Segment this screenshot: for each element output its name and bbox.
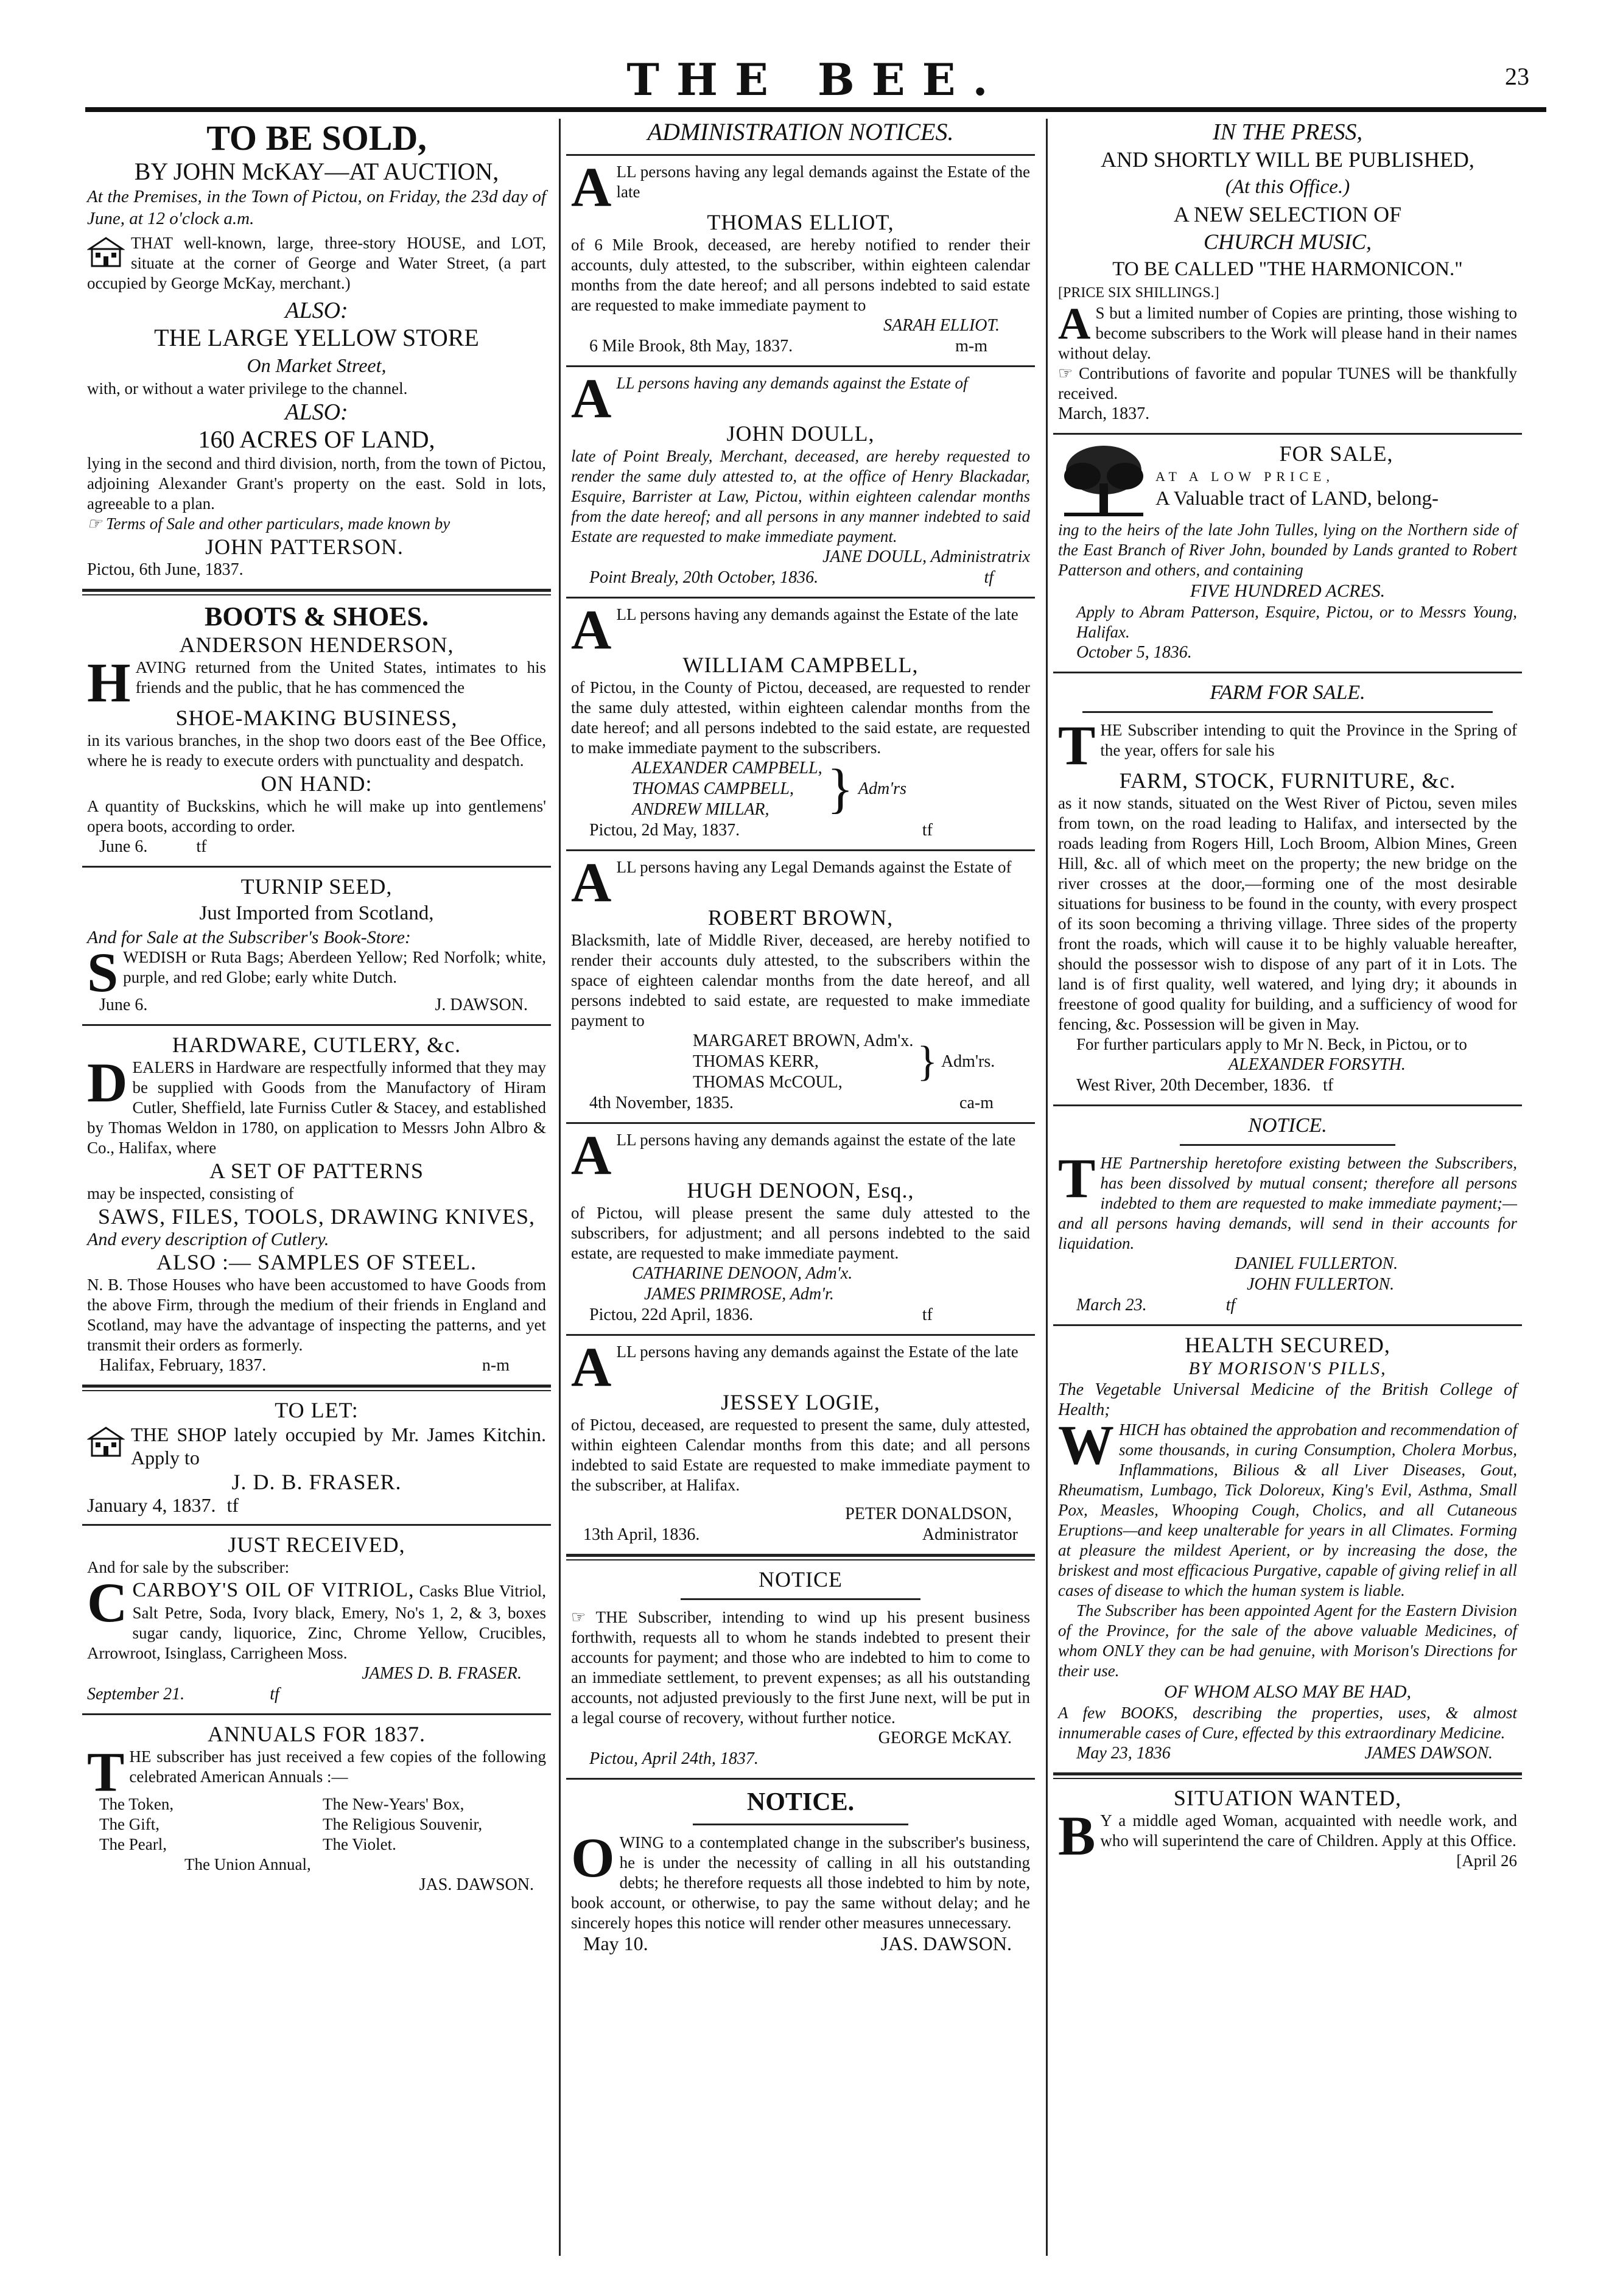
ad-turnip-seed xyxy=(82,874,551,1016)
notice-date: 6 Mile Brook, 8th May, 1837. xyxy=(589,337,793,356)
ad-farm-for-sale xyxy=(1053,679,1522,1096)
signers-group xyxy=(571,758,1030,820)
ad-heading: FARM FOR SALE. xyxy=(1210,681,1365,704)
ad-signer: JOHN PATTERSON. xyxy=(205,535,404,559)
notice-mark: m-m xyxy=(955,337,987,356)
notice-signer: THOMAS McCOUL, xyxy=(693,1073,843,1092)
ad-body: HICH has obtained the approbation and recommendation of some thousands, in curing Consumption, Cholera Morbus, Inflammations, Bilious & all Liver Diseases, Gout, Rheumatism, Lumbago, Tick Doloreux, King's Evil, Asthma, Small Pox, Measles, Whooping Cough, Cholics, and all Cutaneous Eruptions—and keep unalterable for years in all Climates. Forming at pleasure the mildest Aperient, or by increasing the dose, the briskest and most efficacious Purgative, capable of giving relief in all cases of disease to which the human system is liable. xyxy=(1058,1420,1517,1599)
ad-signer: J. D. B. FRASER. xyxy=(231,1470,402,1494)
ad-subheading: A NEW SELECTION OF xyxy=(1173,202,1402,226)
drop-cap: A xyxy=(571,1336,612,1398)
column-divider xyxy=(1046,119,1048,2256)
notice-mark: tf xyxy=(984,568,994,587)
masthead-rule xyxy=(85,107,1546,112)
section-rule xyxy=(566,1778,1035,1780)
notice-dawson xyxy=(566,1786,1035,1954)
ad-hardware xyxy=(82,1032,551,1376)
ad-body: HE subscriber has just received a few copies of the following celebrated American Annuals :— xyxy=(129,1747,546,1786)
drop-cap: O xyxy=(571,1827,615,1889)
section-rule xyxy=(82,866,551,868)
ad-subheading: TO BE CALLED "THE HARMONICON." xyxy=(1112,258,1463,280)
column-3 xyxy=(1053,119,1522,2256)
section-rule xyxy=(566,849,1035,851)
drop-cap: A xyxy=(571,156,612,218)
notice-body: LL persons having any legal demands against the Estate of the late xyxy=(616,163,1030,201)
ad-also: ALSO: xyxy=(285,298,348,323)
ad-date: September 21. xyxy=(87,1685,185,1704)
notice-role: Adm'rs. xyxy=(941,1052,995,1071)
ad-heading: NOTICE. xyxy=(1248,1114,1327,1137)
ad-date: West River, 20th December, 1836. xyxy=(1076,1076,1311,1095)
ad-item: FARM, STOCK, FURNITURE, &c. xyxy=(1119,768,1456,793)
ad-heading: ANNUALS FOR 1837. xyxy=(207,1722,426,1746)
notice-role: Adm'rs xyxy=(858,779,906,798)
notice-denoon xyxy=(566,1124,1035,1325)
notice-signer: MARGARET BROWN, Adm'x. xyxy=(693,1031,914,1050)
ad-body: THE SHOP lately occupied by Mr. James Kitchin. Apply to xyxy=(131,1424,546,1469)
notice-signer: GEORGE McKAY. xyxy=(878,1729,1012,1747)
ad-body: ing to the heirs of the late John Tulles, lying on the Northern side of the East Branch of River John, bounded by Lands granted to Robert Patterson and others, and containing xyxy=(1058,521,1517,579)
ad-body: lying in the second and third division, north, from the town of Pictou, adjoining Alexander Grant's property on the east. Sold in lots, agreeable to a plan. xyxy=(87,454,546,513)
pointing-hand-icon: ☞ xyxy=(87,514,106,533)
drop-cap: T xyxy=(87,1741,125,1803)
ad-heading: IN THE PRESS, xyxy=(1213,119,1362,145)
notice-body: LL persons having any Legal Demands against the Estate of xyxy=(616,858,1012,876)
ad-body: N. B. Those Houses who have been accustomed to have Goods from the above Firm, through the medium of their friends in England and Scotland, may have the advantage of inspecting the patterns, and yet transmit their orders as formerly. xyxy=(87,1276,546,1354)
ad-also: ALSO: xyxy=(285,399,348,425)
notice-body: of Pictou, will please present the same duly attested to the subscribers, for adjustment; and all persons indebted to the said estate, are requested to make immediate payment. xyxy=(571,1204,1030,1262)
section-rule xyxy=(82,1713,551,1715)
ad-item: SAWS, FILES, TOOLS, DRAWING KNIVES, xyxy=(98,1204,535,1229)
ad-date: Pictou, 6th June, 1837. xyxy=(87,560,244,579)
notice-body: LL persons having any demands against the estate of the late xyxy=(616,1131,1016,1149)
drop-cap: A xyxy=(571,1124,612,1186)
short-rule xyxy=(1082,711,1493,713)
notice-name: WILLIAM CAMPBELL, xyxy=(682,653,919,677)
ad-subheading: Just Imported from Scotland, xyxy=(199,902,434,924)
section-rule xyxy=(566,1334,1035,1336)
ad-subheading: BY MORISON'S PILLS, xyxy=(1188,1358,1387,1378)
section-rule xyxy=(566,1554,1035,1561)
notice-name: THOMAS ELLIOT, xyxy=(707,210,894,234)
notice-body: LL persons having any demands against the Estate of the late xyxy=(616,605,1018,623)
short-rule xyxy=(693,1824,908,1825)
ad-body: For further particulars apply to Mr N. Beck, in Pictou, or to xyxy=(1076,1035,1467,1053)
ad-item: ALSO :— SAMPLES OF STEEL. xyxy=(156,1250,477,1274)
ad-item: THE LARGE YELLOW STORE xyxy=(154,324,479,351)
ad-signer: JOHN FULLERTON. xyxy=(1247,1275,1395,1294)
notice-date: 13th April, 1836. xyxy=(583,1525,700,1544)
column-2 xyxy=(566,119,1035,2256)
ad-name: ANDERSON HENDERSON, xyxy=(179,633,454,657)
ad-body: Apply to Abram Patterson, Esquire, Pictou, or to Messrs Young, Halifax. xyxy=(1076,603,1517,641)
ad-heading: TO LET: xyxy=(275,1398,359,1422)
ad-mark: tf xyxy=(196,837,207,856)
ad-sale-line: And for Sale at the Subscriber's Book-Store: xyxy=(87,927,411,947)
ad-body: in its various branches, in the shop two doors east of the Bee Office, where he is ready to execute orders with punctuality and despatch. xyxy=(87,731,546,770)
ad-for-sale xyxy=(1053,441,1522,663)
ad-body: Contributions of favorite and popular TUNES will be thankfully received. xyxy=(1058,364,1517,402)
pointing-hand-icon: ☞ xyxy=(1058,364,1079,382)
ad-body: A quantity of Buckskins, which he will make up into gentlemens' opera boots, according to order. xyxy=(87,797,546,835)
ad-item: 160 ACRES OF LAND, xyxy=(198,426,435,453)
notice-mckay xyxy=(566,1567,1035,1769)
notice-signer: SARAH ELLIOT. xyxy=(883,316,1000,335)
ad-item: FIVE HUNDRED ACRES. xyxy=(1190,581,1386,601)
notice-body: late of Point Brealy, Merchant, deceased, are hereby requested to render the same duly attested to, at the office of Henry Blackadar, Esquire, Barrister at Law, Pictou, within eighteen calendar months from the date hereof; and all persons in any manner indebted to said Estate are requested to make immediate payment. xyxy=(571,447,1030,546)
ad-date: March 23. xyxy=(1076,1296,1147,1315)
notice-brown xyxy=(566,851,1035,1114)
ad-heading: FOR SALE, xyxy=(1279,441,1393,466)
ad-signer: JAMES DAWSON. xyxy=(1364,1744,1493,1763)
list-item: The Gift, xyxy=(99,1815,159,1833)
ad-body: The Subscriber has been appointed Agent for the Eastern Division of the Province, for the sale of the above valuable Medicines, of whom ONLY they can be had genuine, with Morison's Directions for their use. xyxy=(1058,1601,1517,1680)
section-rule xyxy=(82,589,551,595)
notice-logie xyxy=(566,1336,1035,1545)
section-rule xyxy=(566,154,1035,156)
ad-date: June 6. xyxy=(99,995,148,1014)
brace: } xyxy=(917,1038,938,1085)
house-icon xyxy=(87,1425,125,1457)
drop-cap: H xyxy=(87,651,131,714)
section-rule xyxy=(1053,1772,1522,1779)
ad-heading: TURNIP SEED, xyxy=(240,874,393,899)
ad-subheading: AT A LOW PRICE, xyxy=(1155,469,1334,484)
section-rule xyxy=(82,1385,551,1391)
ad-annuals xyxy=(82,1721,551,1895)
notice-date: Pictou, April 24th, 1837. xyxy=(589,1749,759,1768)
ad-boots-shoes xyxy=(82,602,551,857)
drop-cap: A xyxy=(571,851,612,913)
column-heading: ADMINISTRATION NOTICES. xyxy=(647,119,954,146)
ad-body: AVING returned from the United States, intimates to his friends and the public, that he has commenced the xyxy=(135,658,546,697)
notice-body: THE Subscriber, intending to wind up his present business forthwith, requests all to whom he stands indebted to present their accounts for payment; and those who are indebted to him to come to an immediate settlement, to prevent expenses; as all his outstanding accounts, not adjusted previously to the first June next, will be put in a legal course of recovery, without further notice. xyxy=(571,1608,1030,1727)
notice-role: Administrator xyxy=(922,1525,1018,1544)
ad-terms: Terms of Sale and other particulars, made known by xyxy=(105,514,450,533)
ad-subheading: OF WHOM ALSO MAY BE HAD, xyxy=(1163,1682,1412,1702)
ad-item: SHOE-MAKING BUSINESS, xyxy=(175,706,458,730)
section-rule xyxy=(82,1024,551,1026)
ad-date: [April 26 xyxy=(1456,1852,1517,1870)
brace: } xyxy=(827,759,854,819)
notice-signer: JAMES PRIMROSE, Adm'r. xyxy=(644,1285,834,1304)
notice-date: Point Brealy, 20th October, 1836. xyxy=(589,568,819,587)
ad-date: March, 1837. xyxy=(1058,404,1150,423)
notice-signer: ANDREW MILLAR, xyxy=(632,800,769,819)
drop-cap: A xyxy=(571,367,612,429)
notice-date: Pictou, 22d April, 1836. xyxy=(589,1305,754,1324)
ad-heading: SITUATION WANTED, xyxy=(1173,1786,1402,1810)
list-item: The Violet. xyxy=(323,1835,396,1853)
drop-cap: B xyxy=(1058,1805,1096,1867)
ad-heading: BOOTS & SHOES. xyxy=(204,602,429,631)
annuals-list xyxy=(87,1794,546,1855)
ad-item: A SET OF PATTERNS xyxy=(209,1159,424,1183)
ad-to-be-sold xyxy=(82,119,551,580)
drop-cap: T xyxy=(1058,714,1096,776)
ad-situation-wanted xyxy=(1053,1785,1522,1870)
ad-body: S but a limited number of Copies are printing, those wishing to become subscribers to the Work will please hand in their names without delay. xyxy=(1058,304,1517,362)
ad-subheading: (At this Office.) xyxy=(1225,176,1350,198)
section-rule xyxy=(1053,672,1522,673)
ad-body: And every description of Cutlery. xyxy=(87,1229,329,1249)
ad-health-secured xyxy=(1053,1332,1522,1764)
notice-body: of 6 Mile Brook, deceased, are hereby notified to render their accounts, duly attested, to the subscriber, within eighteen calendar months from the date hereof; and all persons indebted to said estate are requested to make immediate payment to xyxy=(571,236,1030,314)
notice-body: LL persons having any demands against the Estate of xyxy=(616,374,968,392)
notice-name: HUGH DENOON, Esq., xyxy=(687,1178,914,1202)
ad-body: THAT well-known, large, three-story HOUSE, and LOT, situate at the corner of George and Water Street, (a part occupied by George McKay, merchant.) xyxy=(87,234,546,292)
section-rule xyxy=(1053,1104,1522,1106)
ad-body: WEDISH or Ruta Bags; Aberdeen Yellow; Red Norfolk; white, purple, and red Globe; early white Dutch. xyxy=(123,948,546,986)
section-rule xyxy=(82,1524,551,1526)
ad-body: with, or without a water privilege to the channel. xyxy=(87,379,408,398)
notice-signer: JANE DOULL, Administratrix xyxy=(822,547,1030,566)
masthead-title: THE BEE. xyxy=(626,54,1005,105)
ad-body: Y a middle aged Woman, acquainted with needle work, and who will superintend the care of Children. Apply at this Office. xyxy=(1100,1811,1517,1850)
notice-heading: NOTICE xyxy=(759,1567,843,1592)
ad-signer: JAS. DAWSON. xyxy=(419,1875,534,1894)
notice-date: Pictou, 2d May, 1837. xyxy=(589,821,740,840)
ad-signer: J. DAWSON. xyxy=(435,995,528,1014)
notice-mark: tf xyxy=(922,821,933,840)
notice-signer: CATHARINE DENOON, Adm'x. xyxy=(632,1264,853,1283)
signers-group xyxy=(571,1031,1030,1093)
page-number: 23 xyxy=(1505,63,1529,90)
notice-name: ROBERT BROWN, xyxy=(707,905,894,930)
ad-subheading: AND SHORTLY WILL BE PUBLISHED, xyxy=(1101,147,1474,172)
drop-cap: W xyxy=(1058,1414,1114,1476)
ad-heading: HEALTH SECURED, xyxy=(1185,1333,1390,1357)
ad-date: June 6. xyxy=(99,837,148,856)
drop-cap: T xyxy=(1058,1147,1096,1209)
notice-signer: THOMAS CAMPBELL, xyxy=(632,779,794,798)
notice-signer: PETER DONALDSON, xyxy=(845,1504,1012,1523)
drop-cap: S xyxy=(87,941,119,1003)
section-rule xyxy=(566,597,1035,599)
notice-signer: JAS. DAWSON. xyxy=(880,1933,1012,1954)
ad-signer: JAMES D. B. FRASER. xyxy=(362,1664,522,1683)
drop-cap: A xyxy=(1058,299,1091,349)
notice-heading: NOTICE. xyxy=(746,1788,855,1816)
ad-heading: TO BE SOLD, xyxy=(206,119,427,158)
ad-subheading: CHURCH MUSIC, xyxy=(1204,230,1372,254)
ad-signer: DANIEL FULLERTON. xyxy=(1235,1254,1398,1273)
short-rule xyxy=(1180,1144,1395,1146)
section-rule xyxy=(566,1122,1035,1124)
notice-elliot xyxy=(566,156,1035,357)
ad-mark: tf xyxy=(1323,1076,1334,1095)
notice-signer: ALEXANDER CAMPBELL, xyxy=(632,759,822,778)
notice-body: of Pictou, deceased, are requested to present the same, duly attested, within eighteen Calendar months from this date; and all persons indebted to said Estate are requested to make immediate payment to the subscriber, at Halifax. xyxy=(571,1416,1030,1494)
short-rule xyxy=(681,1598,920,1600)
notice-body: of Pictou, in the County of Pictou, deceased, are requested to render the same duly attested, within eighteen calendar months from the date hereof; and all persons indebted to the said estate, are requested to make immediate payment to the subscribers. xyxy=(571,678,1030,757)
ad-body: EALERS in Hardware are respectfully informed that they may be supplied with Goods from the Manufactory of Hiram Cutler, Sheffield, late Furniss Cutler & Stacey, and established by Thomas Weldon in 1780, on application to Messrs John Albro & Co., Halifax, where xyxy=(87,1058,546,1157)
ad-notice-partnership xyxy=(1053,1112,1522,1316)
masthead xyxy=(85,54,1546,105)
section-rule xyxy=(566,365,1035,367)
ad-subheading: BY JOHN McKAY—AT AUCTION, xyxy=(134,158,499,185)
ad-body: A few BOOKS, describing the properties, uses, & almost innumerable cases of Cure, effected by this extraordinary Medicine. xyxy=(1058,1704,1517,1742)
ad-mark: tf xyxy=(1225,1296,1236,1315)
column-1 xyxy=(82,119,551,2256)
ad-heading: HARDWARE, CUTLERY, &c. xyxy=(172,1033,461,1057)
notice-name: JOHN DOULL, xyxy=(726,421,875,446)
ad-mark: n-m xyxy=(482,1356,510,1375)
notice-campbell xyxy=(566,599,1035,841)
notice-body: WING to a contemplated change in the subscriber's business, he is under the necessity of calling in all his outstanding debts; he therefore requests all those indebted to him by note, book account, or otherwise, to pay the same without delay; and he sincerely hopes this notice will render other measures unnecessary. xyxy=(571,1833,1030,1932)
ad-lead: CARBOY'S OIL OF VITRIOL, xyxy=(132,1579,415,1601)
notice-body: Blacksmith, late of Middle River, deceased, are hereby notified to render their accounts duly attested, to the subscribers within the space of eighteen calendar months from the date hereof, and all persons indebted to said estate, are requested to make immediate payment to xyxy=(571,931,1030,1030)
section-rule xyxy=(1053,433,1522,435)
ad-date: January 4, 1837. xyxy=(87,1494,216,1516)
ad-date-line: At the Premises, in the Town of Pictou, on Friday, the 23d day of June, at 12 o'clock a.m. xyxy=(87,187,546,228)
ad-subheading: ON HAND: xyxy=(261,771,373,796)
ad-date: Halifax, February, 1837. xyxy=(99,1356,267,1375)
ad-price: [PRICE SIX SHILLINGS.] xyxy=(1058,285,1219,301)
list-item: The New-Years' Box, xyxy=(323,1795,464,1813)
section-rule xyxy=(1053,1324,1522,1326)
ad-lead: A Valuable tract of LAND, belong- xyxy=(1155,488,1439,510)
drop-cap: C xyxy=(87,1571,128,1634)
ad-heading: JUST RECEIVED, xyxy=(228,1532,405,1557)
notice-signer: THOMAS KERR, xyxy=(693,1052,819,1071)
ad-mark: tf xyxy=(226,1494,239,1516)
notice-mark: ca-m xyxy=(959,1094,994,1112)
list-item: The Token, xyxy=(99,1795,174,1813)
drop-cap: D xyxy=(87,1051,128,1114)
drop-cap: A xyxy=(571,599,612,661)
ad-signer: ALEXANDER FORSYTH. xyxy=(1229,1055,1406,1074)
list-item: The Religious Souvenir, xyxy=(323,1815,483,1833)
ad-date: May 23, 1836 xyxy=(1076,1744,1171,1763)
ad-body: as it now stands, situated on the West River of Pictou, seven miles from town, on the road leading to Halifax, and intersected by the roads leading from Rogers Hill, Loch Broom, Albion Mines, Green Hill, &c. all of which meet on the property; the new bridge on the river crosses at the door,—forming one of the most desirable situations for business to be found in the county, with every prospect of its soon becoming a thriving village. Three sides of the property front the roads, which will cause it to be highly valuable hereafter, should the possessor wish to dispose of any part of it in Lots. The land is of first quality, well watered, and lying dry; it abounds in freestone of good quality for building, and a sufficiency of wood for fencing, &c. Possession will be given in May. xyxy=(1058,794,1517,1033)
ad-item-location: On Market Street, xyxy=(247,354,387,376)
ad-body: HE Subscriber intending to quit the Province in the Spring of the year, offers for sale his xyxy=(1100,721,1517,759)
tree-icon xyxy=(1058,441,1149,520)
notice-name: JESSEY LOGIE, xyxy=(721,1390,880,1414)
house-icon xyxy=(87,236,125,267)
ad-to-let xyxy=(82,1397,551,1515)
notice-mark: tf xyxy=(922,1305,933,1324)
ad-in-the-press xyxy=(1053,119,1522,424)
ad-date: October 5, 1836. xyxy=(1076,643,1192,662)
notice-date: 4th November, 1835. xyxy=(589,1094,734,1112)
pointing-hand-icon: ☞ xyxy=(571,1608,596,1626)
ad-subheading: And for sale by the subscriber: xyxy=(87,1558,290,1576)
ad-mark: tf xyxy=(270,1685,279,1704)
notice-body: LL persons having any demands against the Estate of the late xyxy=(616,1343,1018,1361)
notice-date: May 10. xyxy=(583,1933,648,1954)
ad-just-received xyxy=(82,1532,551,1705)
ad-subheading: The Vegetable Universal Medicine of the British College of Health; xyxy=(1058,1380,1517,1419)
ad-body: may be inspected, consisting of xyxy=(87,1184,294,1202)
ad-body: Casks Blue Vitriol, Salt Petre, Soda, Ivory black, Emery, No's 1, 2, & 3, boxes sugar candy, liquorice, Zinc, Chrome Yellow, Crucibles, Arrowroot, Isinglass, Carrigheen Moss. xyxy=(87,1582,547,1662)
notice-doull xyxy=(566,367,1035,588)
list-item: The Pearl, xyxy=(99,1835,167,1853)
column-divider xyxy=(559,119,561,2256)
list-item: The Union Annual, xyxy=(184,1855,311,1873)
ad-body: HE Partnership heretofore existing between the Subscribers, has been dissolved by mutual consent; therefore all persons indebted to them are requested to make immediate payment;—and all persons having demands, will send in their accounts for liquidation. xyxy=(1058,1154,1517,1252)
